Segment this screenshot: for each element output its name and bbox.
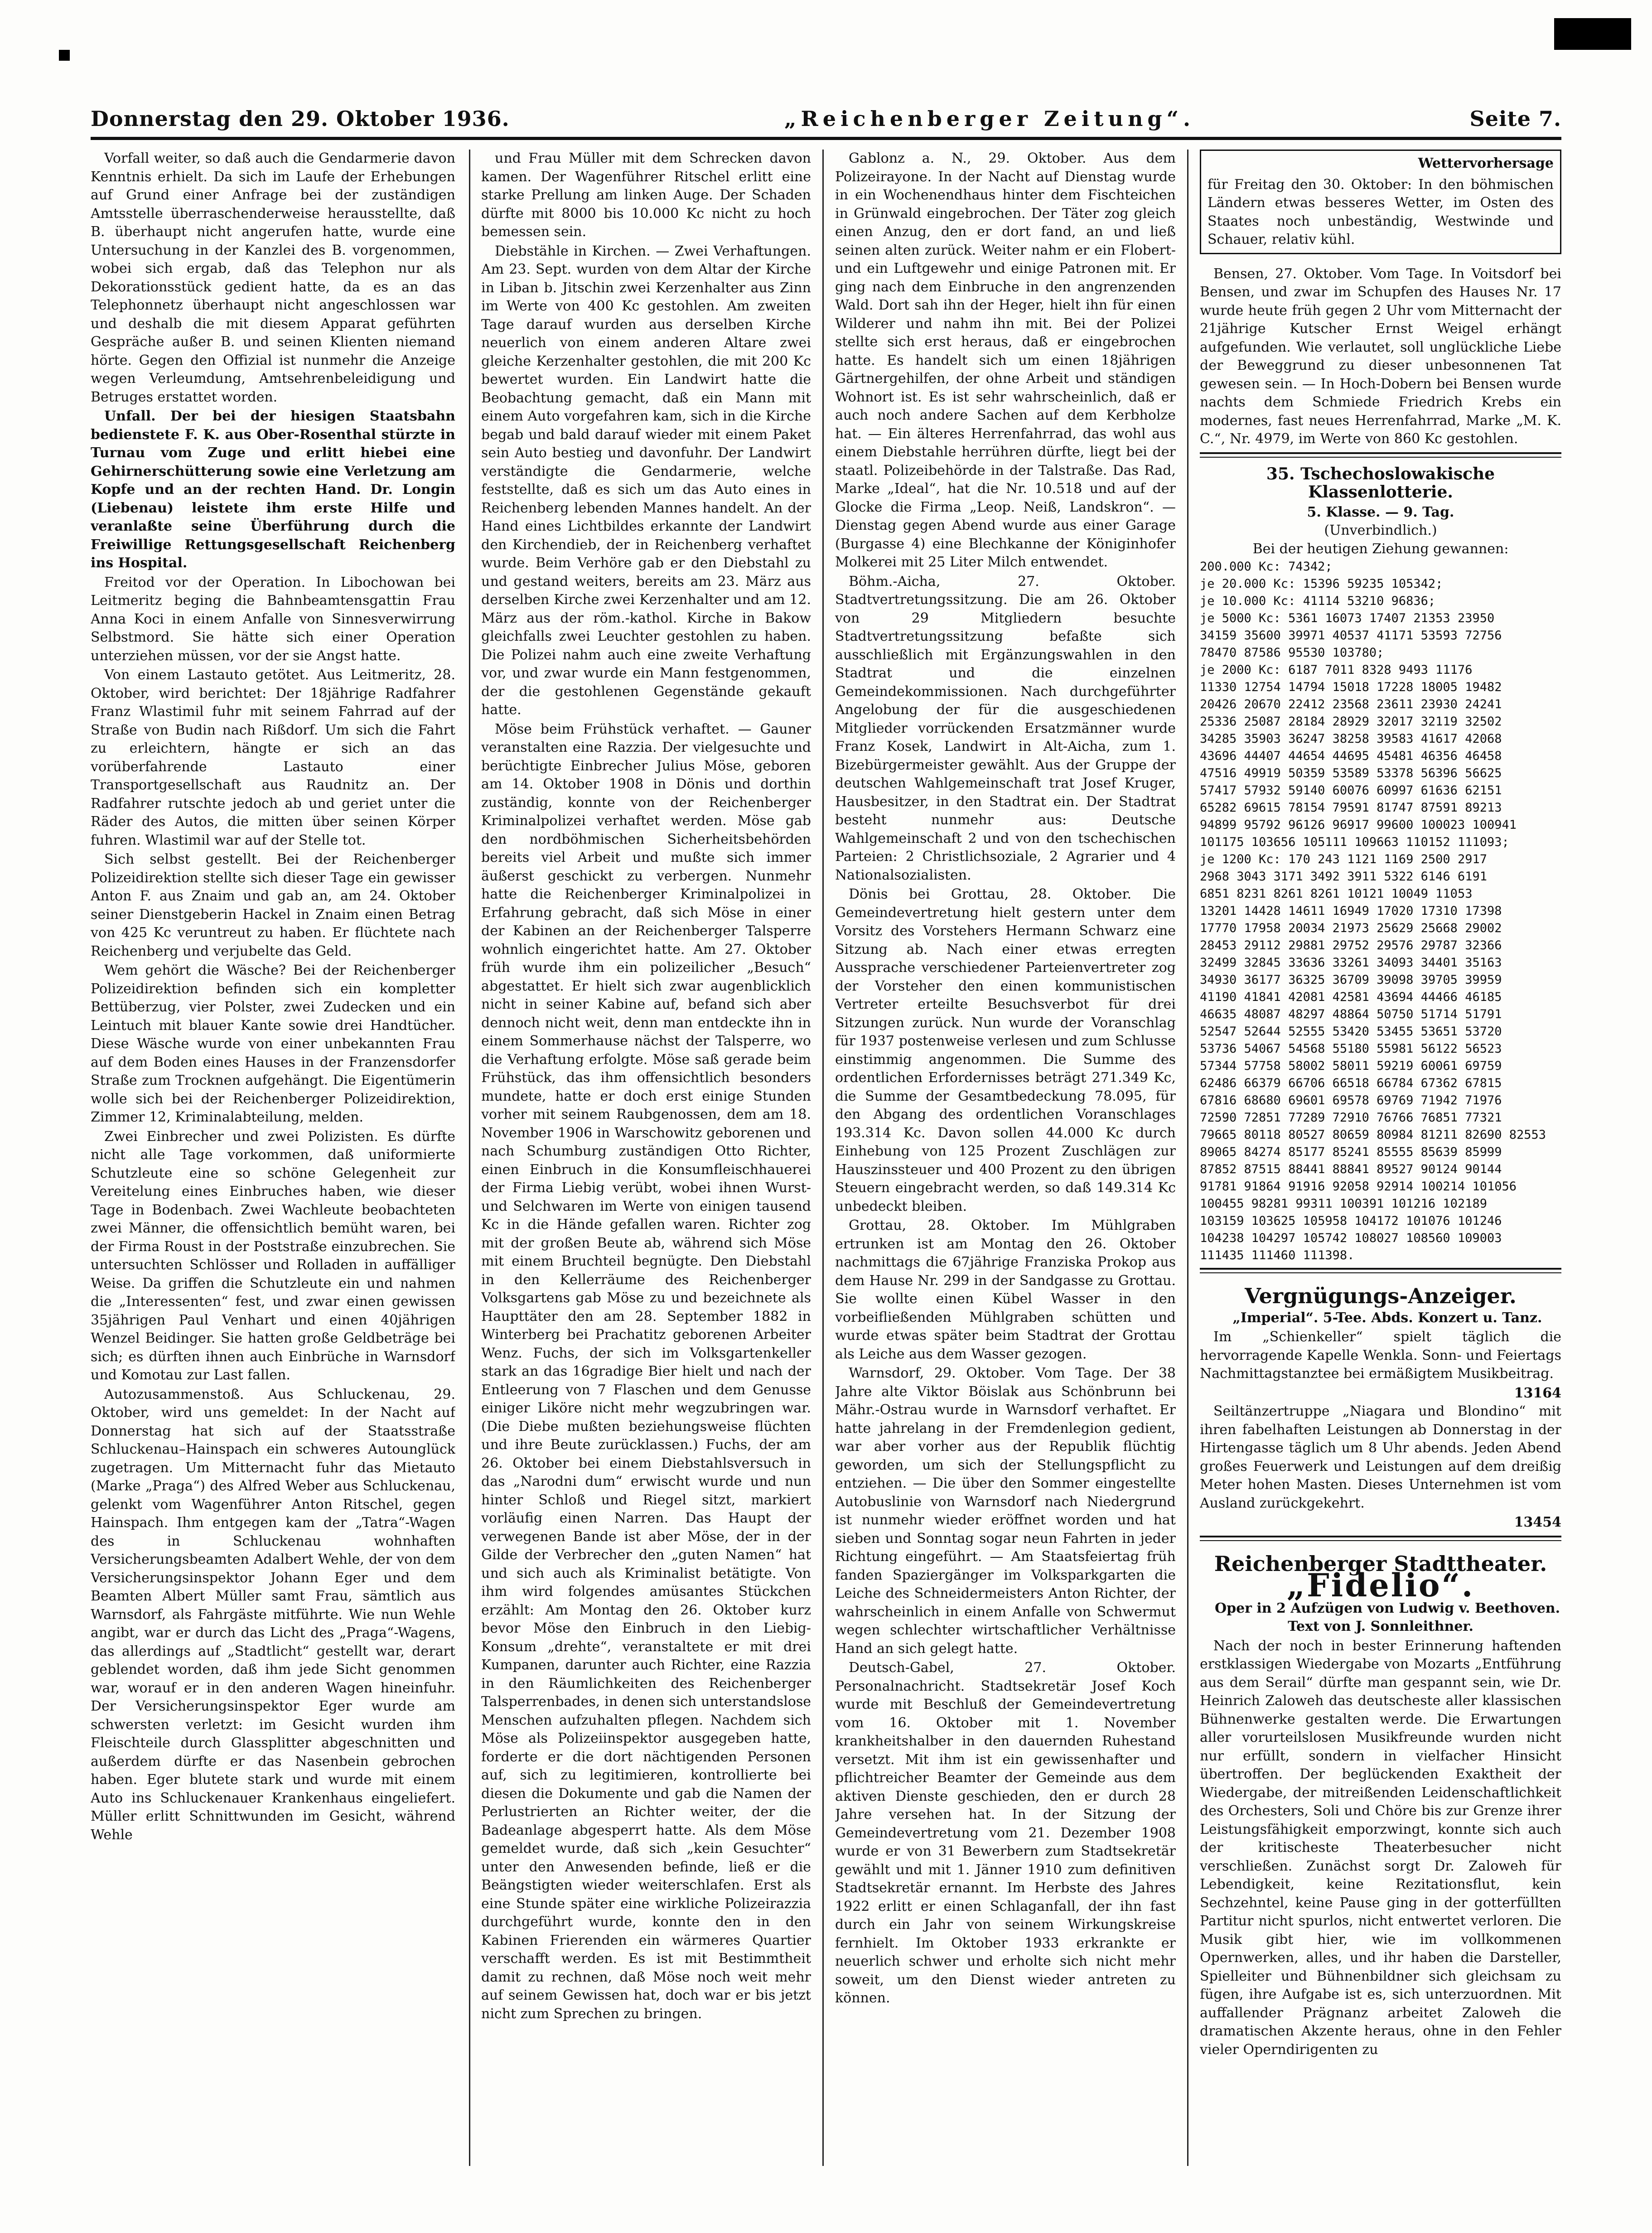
section-rule <box>1200 452 1561 458</box>
lottery-subtitle: 5. Klasse. — 9. Tag. <box>1307 504 1454 520</box>
article-paragraph: Dönis bei Grottau, 28. Oktober. Die Gemeindevertretung hielt gestern unter dem Vorsitz des Vorstehers Hermann Schwarz eine Sitzung ab. Nach einer etwas erregten Aussprache verschiedener Parteienvertreter zog der Vorsteher den einen kommunistischen Vertreter erteilte Besuchsverbot für drei Sitzungen zurück. Nun wurde der Voranschlag für 1937 postenweise verlesen und zum Schlusse einstimmig angenommen. Die Summe des ordentlichen Erfordernisses beträgt 271.349 Kc, die Summe der Gesamtbedeckung 78.095, für den Abgang des ordentlichen Voranschlages 193.314 Kc. Davon sollen 44.000 Kc durch Einhebung von 125 Prozent Zuschlägen zur Hauszinssteuer und 400 Prozent zu den übrigen Steuern eingebracht werden, so daß 149.314 Kc unbedeckt bleiben. <box>835 886 1176 1214</box>
lottery-line: 67816 68680 69601 69578 69769 71942 71976 <box>1200 1093 1502 1107</box>
lottery-line: 57344 57758 58002 58011 59219 60061 69759 <box>1200 1059 1502 1073</box>
article-paragraph: Wem gehört die Wäsche? Bei der Reichenberger Polizeidirektion befinden sich ein kompletter Bettüberzug, vier Polster, zwei Zudecken und ein Leintuch mit blauer Kante sowie drei Handtücher. Diese Wäsche wurde von einer unbekannten Frau auf dem Boden eines Hauses in der Franzensdorfer Straße zum Trocknen aufgehängt. Die Eigentümerin wolle sich bei der Reichenberger Polizeidirektion, Zimmer 12, Kriminalabteilung, melden. <box>91 962 455 1125</box>
lottery-line: 103159 103625 105958 104172 101076 101246 <box>1200 1214 1502 1228</box>
lottery-line: 100455 98281 99311 100391 101216 102189 <box>1200 1197 1487 1211</box>
lottery-line: 34159 35600 39971 40537 41171 53593 72756 <box>1200 628 1502 643</box>
weather-text: für Freitag den 30. Oktober: In den böhmischen Ländern etwas besseres Wetter, im Osten des Staates noch unbeständig, Westwinde und Schauer, relativ kühl. <box>1208 176 1554 247</box>
theater-play-title: „Fidelio“. <box>1286 1566 1475 1604</box>
article-paragraph: und Frau Müller mit dem Schrecken davon kamen. Der Wagenführer Ritschel erlitt eine starke Prellung am linken Auge. Der Schaden dürfte mit 8000 bis 10.000 Kc nicht zu hoch bemessen sein. <box>481 150 811 240</box>
lottery-line: je 2000 Kc: 6187 7011 8328 9493 11176 <box>1200 663 1473 677</box>
lottery-line: 11330 12754 14794 15018 17228 18005 19482 <box>1200 680 1502 694</box>
column-1 <box>91 150 455 2175</box>
lottery-line: 34285 35903 36247 38258 39583 41617 42068 <box>1200 732 1502 746</box>
section-rule <box>1200 1536 1561 1541</box>
lottery-line: 47516 49919 50359 53589 53378 56396 56625 <box>1200 766 1502 780</box>
lottery-line: 79665 80118 80527 80659 80984 81211 82690 82553 <box>1200 1128 1546 1142</box>
lottery-line: je 20.000 Kc: 15396 59235 105342; <box>1200 577 1443 591</box>
lottery-line: 87852 87515 88441 88841 89527 90124 90144 <box>1200 1162 1502 1176</box>
corner-mark-top-left <box>59 50 70 61</box>
lottery-title: 35. Tschechoslowakische Klassenlotterie. <box>1266 464 1495 502</box>
lottery-line: 94899 95792 96126 96917 99600 100023 100941 <box>1200 818 1517 832</box>
article-paragraph: Gablonz a. N., 29. Oktober. Aus dem Polizeirayone. In der Nacht auf Dienstag wurde in ein Wochenendhaus hinter dem Fischteichen in Grünwald eingebrochen. Der Täter zog gleich einen Anzug, den er dort fand, an und ließ seinen alten zurück. Weiter nahm er ein Flobert- und ein Luftgewehr und einige Patronen mit. Er ging nach dem Einbruche in den angrenzenden Wald. Dort sah ihn der Heger, hielt ihn für einen Wilderer und nahm ihn mit. Bei der Polizei stellte sich erst heraus, daß er eingebrochen hatte. Es handelt sich um einen 18jährigen Gärtnergehilfen, der ohne Arbeit und ständigen Wohnort ist. Es ist sehr wahrscheinlich, daß er auch noch andere Sachen auf dem Kerbholze hat. — Ein älteres Herrenfahrrad, das wohl aus einem Diebstahle herrühren dürfte, liegt bei der staatl. Polizeibehörde in der Talstraße. Das Rad, Marke „Ideal“, hat die Nr. 10.518 und auf der Glocke die Firma „Leop. Neiß, Landskron“. — Dienstag gegen Abend wurde aus einer Garage (Burgasse 4) eine Blechkanne der Königinhofer Molkerei mit 25 Liter Milch entwendet. <box>835 150 1176 570</box>
corner-mark-top-right <box>1554 18 1631 50</box>
lottery-line: 6851 8231 8261 8261 10121 10049 11053 <box>1200 887 1473 901</box>
article-paragraph: Böhm.-Aicha, 27. Oktober. Stadtvertretungssitzung. Die am 26. Oktober von 29 Mitgliedern besuchte Stadtvertretungssitzung befaßte sich ausschließlich mit Ergänzungswahlen in den Stadtrat und die einzelnen Gemeindekommissionen. Nach durchgeführter Angelobung der für die ausgeschiedenen Mitglieder vorrückenden Ersatzmänner wurde Franz Kosek, Landwirt in Alt-Aicha, zum 1. Bizebürgermeister gewählt. Aus der Gruppe der deutschen Wahlgemeinschaft trat Josef Kruger, Hausbesitzer, in den Stadtrat ein. Der Stadtrat besteht nunmehr aus: Deutsche Wahlgemeinschaft 2 und von den tschechischen Parteien: 2 Christlichsoziale, 2 Agrarier und 4 Nationalsozialisten. <box>835 573 1176 883</box>
section-rule <box>1200 1268 1561 1273</box>
lottery-line: 28453 29112 29881 29752 29576 29787 32366 <box>1200 938 1502 952</box>
header-date: Donnerstag den 29. Oktober 1936. <box>91 106 510 131</box>
lottery-line: 17770 17958 20034 21973 25629 25668 29002 <box>1200 921 1502 935</box>
lottery-line: 46635 48087 48297 48864 50750 51714 51791 <box>1200 1007 1502 1021</box>
amusement-ad: Im „Schienkeller“ spielt täglich die hervorragende Kapelle Wenkla. Sonn- und Feiertags Nachmittagstanztee bei ermäßigtem Musikbeitrag. <box>1200 1329 1561 1382</box>
article-paragraph: Diebstähle in Kirchen. — Zwei Verhaftungen. Am 23. Sept. wurden von dem Altar der Kirche in Liban b. Jitschin zwei Kerzenhalter aus Zinn im Werte von 400 Kc gestohlen. Am zweiten Tage darauf wurden aus derselben Kirche neuerlich von einem anderen Altare zwei gleiche Kerzenhalter gestohlen, die mit 200 Kc bewertet wurden. Ein Landwirt hatte die Beobachtung gemacht, daß ein Mann mit einem Auto vorgefahren kam, sich in die Kirche begab und bald darauf wieder mit einem Paket sein Auto bestieg und davonfuhr. Der Landwirt verständigte die Gendarmerie, welche feststellte, daß es sich um das Auto eines in Reichenberg lebenden Mannes handelt. An der Hand eines Lichtbildes erkannte der Landwirt den Kirchendieb, der in Reichenberg verhaftet wurde. Beim Verhöre gab er den Diebstahl zu und gestand weiters, bereits am 23. März aus derselben Kirche zwei Kerzenhalter und am 12. März aus der röm.-kathol. Kirche in Bakow gleichfalls zwei Leuchter gestohlen zu haben. Die Polizei nahm auch eine zweite Verhaftung vor, und zwar wurde ein Mann festgenommen, der die gestohlenen Gegenstände gekauft hatte. <box>481 243 811 718</box>
article-paragraph: Unfall. Der bei der hiesigen Staatsbahn bedienstete F. K. aus Ober-Rosenthal stürzte in Turnau vom Zuge und erlitt hiebei eine Gehirnerschütterung sowie eine Verletzung am Kopfe und an der rechten Hand. Dr. Longin (Liebenau) leistete ihm erste Hilfe und veranlaßte seine Überführung durch die Freiwillige Rettungsgesellschaft Reichenberg ins Hospital. <box>91 408 455 571</box>
column-3 <box>835 150 1176 2175</box>
article-paragraph: Von einem Lastauto getötet. Aus Leitmeritz, 28. Oktober, wird berichtet: Der 18jährige Radfahrer Franz Wlastimil fuhr mit seinem Fahrrad auf der Straße von Budin nach Rißdorf. Um sich die Fahrt zu erleichtern, hängte er sich an das vorüberfahrende Lastauto einer Transportgesellschaft aus Raudnitz an. Der Radfahrer rutschte jedoch ab und geriet unter die Räder des Autos, die mitten über seinen Körper fuhren. Wlastimil war auf der Stelle tot. <box>91 667 455 848</box>
lottery-line: 41190 41841 42081 42581 43694 44466 46185 <box>1200 990 1502 1004</box>
lottery-line: 34930 36177 36325 36709 39098 39705 39959 <box>1200 973 1502 987</box>
article-paragraph: Zwei Einbrecher und zwei Polizisten. Es dürfte nicht alle Tage vorkommen, daß uniformierte Schutzleute eine so schöne Gelegenheit zur Vereitelung eines Einbruches haben, wie dieser Tage in Bodenbach. Zwei Wachleute beobachteten zwei Männer, die offensichtlich bemüht waren, bei der Firma Roust in der Poststraße einzubrechen. Sie untersuchten Schlösser und Rolladen in auffälliger Weise. Da griffen die Schutzleute ein und nahmen die „Interessenten“ fest, und zwar einen gewissen 35jährigen Paul Venhart und einen 40jährigen Wenzel Beidinger. Sie hatten große Geldbeträge bei sich; es dürften ihnen auch Einbrüche in Warnsdorf und Komotau zur Last fallen. <box>91 1128 455 1383</box>
page-header <box>91 105 1561 132</box>
amusement-ad: „Imperial“. 5-Tee. Abds. Konzert u. Tanz. <box>1232 1310 1542 1326</box>
lottery-line: 57417 57932 59140 60076 60997 61636 62151 <box>1200 783 1502 798</box>
weather-box <box>1200 150 1561 254</box>
lottery-line: 89065 84274 85177 85241 85555 85639 85999 <box>1200 1145 1502 1159</box>
lottery-line: 78470 87586 95530 103780; <box>1200 646 1384 660</box>
header-page-number: Seite 7. <box>1469 106 1561 131</box>
column-4 <box>1200 150 1561 2175</box>
article-paragraph: Sich selbst gestellt. Bei der Reichenberger Polizeidirektion stellte sich dieser Tage ein gewisser Anton F. aus Znaim und gab an, am 24. Oktober seiner Dienstgeberin Hackel in Znaim einen Betrag von 425 Kc veruntreut zu haben. Er flüchtete nach Reichenberg und verjubelte das Geld. <box>91 851 455 959</box>
theater-subtitle: Oper in 2 Aufzügen von Ludwig v. Beethoven. Text von J. Sonnleithner. <box>1214 1600 1560 1634</box>
lottery-line: 62486 66379 66706 66518 66784 67362 67815 <box>1200 1076 1502 1090</box>
lottery-line: 32499 32845 33636 33261 34093 34401 35163 <box>1200 956 1502 970</box>
lottery-line: 43696 44407 44654 44695 45481 46356 46458 <box>1200 749 1502 763</box>
lottery-line: 53736 54067 54568 55180 55981 56122 56523 <box>1200 1042 1502 1056</box>
lottery-note: (Unverbindlich.) <box>1324 522 1437 538</box>
article-paragraph: Bensen, 27. Oktober. Vom Tage. In Voitsdorf bei Bensen, und zwar im Schupfen des Hauses Nr. 17 wurde heute früh gegen 2 Uhr vom Mitternacht der 21jährige Kutscher Ernst Weigel erhängt aufgefunden. Wie verlautet, soll unglückliche Liebe der Beweggrund zu dieser unbesonnenen Tat gewesen sein. — In Hoch-Dobern bei Bensen wurde nachts dem Schmiede Friedrich Krebs ein modernes, fast neues Herrenfahrrad, Marke „M. K. C.“, Nr. 4979, im Werte von 860 Kc gestohlen. <box>1200 266 1561 447</box>
column-rule-3 <box>1187 150 1188 2166</box>
theater-title: Reichenberger Stadttheater. <box>1214 1551 1547 1576</box>
lottery-line: 200.000 Kc: 74342; <box>1200 560 1333 574</box>
ad-number: 13164 <box>1514 1385 1561 1401</box>
article-paragraph: Vorfall weiter, so daß auch die Gendarmerie davon Kenntnis erhielt. Da sich im Laufe der Erhebungen auf Grund einer Anfrage bei der zuständigen Amtsstelle überraschenderweise herausstellte, daß B. überhaupt nicht angerufen hatte, wurde eine Untersuchung in der Kanzlei des B. vorgenommen, wobei sich ergab, daß das Telephon nur als Dekorationsstück gedient hatte, da es an das Telephonnetz überhaupt nicht angeschlossen war und deshalb die mit diesem Apparat geführten Gespräche außer B. und seinen Klienten niemand hörte. Gegen den Offizial ist nunmehr die Anzeige wegen Verleumdung, Amtsehrenbeleidigung und Betruges erstattet worden. <box>91 150 455 405</box>
article-paragraph: Nach der noch in bester Erinnerung haftenden erstklassigen Wiedergabe von Mozarts „Entführung aus dem Serail“ dürfte man gespannt sein, wie Dr. Heinrich Zaloweh das deutscheste aller klassischen Bühnenwerke gestalten werde. Die Erwartungen aller vorurteilslosen Musikfreunde wurden nicht nur erfüllt, sondern in vielfacher Hinsicht übertroffen. Der beglückenden Exaktheit der Wiedergabe, der mitreißenden Leidenschaftlichkeit des Orchesters, Soli und Chöre bis zur Grenze ihrer Leistungsfähigkeit emporzwingt, konnte sich auch der kritischeste Theaterbesucher nicht verschließen. Zunächst sorgt Dr. Zaloweh für Lebendigkeit, keine Rezitationsflut, kein Sechzehntel, keine Pause ging in der gotterfüllten Partitur nicht spurlos, nicht entwertet verloren. Die Musik gibt hier, wie im vollkommenen Opernwerken, alles, und ihr haben die Darsteller, Spielleiter und Bühnenbildner sich gleichsam zu fügen, ihre Aufgabe ist es, sich unterzuordnen. Mit auffallender Prägnanz arbeitet Zaloweh die dramatischen Akzente heraus, ohne in den Fehler vieler Operndirigenten zu <box>1200 1638 1561 2058</box>
lottery-line: je 10.000 Kc: 41114 53210 96836; <box>1200 594 1436 608</box>
column-2 <box>481 150 811 2175</box>
column-rule-1 <box>469 150 470 2166</box>
lottery-line: 72590 72851 77289 72910 76766 76851 77321 <box>1200 1111 1502 1125</box>
lottery-line: 13201 14428 14611 16949 17020 17310 17398 <box>1200 904 1502 918</box>
lottery-line: je 5000 Kc: 5361 16073 17407 21353 23950 <box>1200 611 1495 625</box>
article-paragraph: Autozusammenstoß. Aus Schluckenau, 29. Oktober, wird uns gemeldet: In der Nacht auf Donnerstag hat sich auf der Staatsstraße Schluckenau–Hainspach ein schweres Autounglück zugetragen. Um Mitternacht fuhr das Mietauto (Marke „Praga“) des Alfred Weber aus Schluckenau, gelenkt vom Wagenführer Anton Ritschel, gegen Hainspach. Ihm entgegen kam der „Tatra“-Wagen des in Schluckenau wohnhaften Versicherungsbeamten Adalbert Wehle, der von dem Versicherungsinspektor Johann Eger und dem Beamten Albert Müller samt Frau, sämtlich aus Warnsdorf, als Fahrgäste mitführte. Wie nun Wehle angibt, war er durch das Licht des „Praga“-Wagens, das allerdings auf „Stadtlicht“ gestellt war, derart geblendet worden, daß ihm jede Sicht genommen war, worauf er in den anderen Wagen hineinfuhr. Der Versicherungsinspektor Eger wurde am schwersten verletzt: im Gesicht wurden ihm Fleischteile durch Glassplitter abgeschnitten und außerdem dürfte er das Nasenbein gebrochen haben. Eger blutete stark und wurde mit einem Auto ins Schluckenauer Krankenhaus eingeliefert. Müller erlitt Schnittwunden im Gesicht, während Wehle <box>91 1386 455 1843</box>
amusement-ad: Seiltänzertruppe „Niagara und Blondino“ mit ihren fabelhaften Leistungen ab Donnerstag in der Hirtengasse täglich um 8 Uhr abends. Jeden Abend großes Feuerwerk und Leistungen auf dem dreißig Meter hohen Masten. Dieses Unternehmen ist vom Ausland zurückgekehrt. <box>1200 1403 1561 1511</box>
article-paragraph: Grottau, 28. Oktober. Im Mühlgraben ertrunken ist am Montag den 26. Oktober nachmittags die 67jährige Franziska Prokop aus dem Hause Nr. 299 in der Sandgasse zu Grottau. Sie wollte einen Kübel Wasser in den vorbeifließenden Mühlgraben schütten und wurde etwas später beim Stadtrat der Grottau als Leiche aus dem Wasser gezogen. <box>835 1218 1176 1362</box>
article-paragraph: Deutsch-Gabel, 27. Oktober. Personalnachricht. Stadtsekretär Josef Koch wurde mit Beschluß der Gemeindevertretung vom 16. Oktober mit 1. November krankheitshalber in den dauernden Ruhestand versetzt. Mit ihm ist ein gewissenhafter und pflichtreicher Beamter der Gemeinde aus dem aktiven Dienste geschieden, den er durch 28 Jahre versehen hat. In der Sitzung der Gemeindevertretung vom 21. Dezember 1908 wurde er von 31 Bewerbern zum Stadtsekretär gewählt und mit 1. Jänner 1910 zum definitiven Stadtsekretär ernannt. Im Herbste des Jahres 1922 erlitt er einen Schlaganfall, der ihn fast durch ein Jahr von seinem Wirkungskreise fernhielt. Im Oktober 1933 erkrankte er neuerlich schwer und erholte sich nicht mehr soweit, um den Dienst wieder antreten zu können. <box>835 1660 1176 2006</box>
weather-title: Wettervorhersage <box>1418 155 1554 171</box>
lottery-line: 101175 103656 105111 109663 110152 111093; <box>1200 835 1509 849</box>
ad-number: 13454 <box>1514 1514 1561 1530</box>
article-paragraph: Warnsdorf, 29. Oktober. Vom Tage. Der 38 Jahre alte Viktor Böislak aus Schönbrunn bei Mähr.-Ostrau wurde in Warnsdorf verhaftet. Er hatte jahrelang in der Fremdenlegion gedient, war aber vorher aus der Republik flüchtig geworden, um sich der Stellungspflicht zu entziehen. — Die über den Sommer eingestellte Autobuslinie von Warnsdorf nach Niedergrund ist nunmehr wieder eröffnet worden und hat sieben und Sonntag sogar neun Fahrten in jeder Richtung eingeführt. — Am Staatsfeiertag früh fanden Spaziergänger im Volksparkgarten die Leiche des Schneidermeisters Anton Richter, der wahrscheinlich in einem Anfalle von Schwermut wegen schlechter wirtschaftlicher Verhältnisse Hand an sich gelegt hatte. <box>835 1365 1176 1657</box>
lottery-line: 91781 91864 91916 92058 92914 100214 101056 <box>1200 1179 1517 1194</box>
article-paragraph: Freitod vor der Operation. In Libochowan bei Leitmeritz beging die Bahnbeamtensgattin Frau Anna Koci in einem Anfalle von Sinnesverwirrung Selbstmord. Sie hätte sich einer Operation unterziehen müssen, vor der sie Angst hatte. <box>91 574 455 664</box>
lottery-line: 20426 20670 22412 23568 23611 23930 24241 <box>1200 697 1502 711</box>
lottery-results <box>1200 558 1561 1264</box>
lottery-line: 104238 104297 105742 108027 108560 109003 <box>1200 1231 1502 1245</box>
column-rule-2 <box>822 150 824 2166</box>
lottery-line: 65282 69615 78154 79591 81747 87591 89213 <box>1200 801 1502 815</box>
lottery-line: 2968 3043 3171 3492 3911 5322 6146 6191 <box>1200 870 1487 884</box>
lottery-line: 25336 25087 28184 28929 32017 32119 32502 <box>1200 715 1502 729</box>
lottery-line: je 1200 Kc: 170 243 1121 1169 2500 2917 <box>1200 852 1487 866</box>
lottery-line: 111435 111460 111398. <box>1200 1248 1355 1262</box>
header-title: „Reichenberger Zeitung“. <box>784 106 1195 131</box>
article-paragraph: Möse beim Frühstück verhaftet. — Gauner veranstalten eine Razzia. Der vielgesuchte und berüchtigte Einbrecher Julius Möse, geboren am 14. Oktober 1908 in Dönis und dorthin zuständig, konnte von der Reichenberger Kriminalpolizei verhaftet werden. Möse gab den nordböhmischen Sicherheitsbehörden bereits viel Arbeit und mußte sich immer äußerst geschickt zu verbergen. Nunmehr hatte die Reichenberger Kriminalpolizei in Erfahrung gebracht, daß sich Möse in einer der Kabinen an der Reichenberger Talsperre wohnlich eingerichtet hatte. Am 27. Oktober früh wurde ihm ein polizeilicher „Besuch“ abgestattet. Er hielt sich zwar augenblicklich nicht in seiner Kabine auf, befand sich aber dennoch nicht weit, denn man entdeckte ihn in einem Sommerhause nächst der Talsperre, wo die Verhaftung erfolgte. Möse saß gerade beim Frühstück, das ihm offensichtlich besonders mundete, hatte er doch erst einige Stunden vorher mit seinem Raubgenossen, dem am 18. November 1906 in Warschowitz geborenen und nach Schumburg zuständigen Otto Richter, einen Einbruch in die Konsumfleischhauerei der Firma Liebig verübt, wobei ihnen Wurst- und Selchwaren im Werte von einigen tausend Kc in die Hände gefallen waren. Richter zog mit der großen Beute ab, während sich Möse mit einem Bruchteil begnügte. Den Diebstahl in den Kellerräume des Reichenberger Volksgartens gab Möse zu und bezeichnete als Haupttäter den am 28. September 1882 in Winterberg bei Prachatitz geborenen Arbeiter Wenz. Fuchs, der sich im Volksgartenkeller stark an das 16gradige Bier hielt und nach der Entleerung von 7 Flaschen und dem Genusse einiger Liköre nicht mehr wegzubringen war. (Die Diebe mußten beziehungsweise flüchten und ihre Beute zurücklassen.) Fuchs, der am 26. Oktober bei einem Diebstahlsversuch in das „Narodni dum“ erwischt wurde und nun hinter Schloß und Riegel sitzt, markiert vorläufig einen Narren. Das Haupt der verwegenen Bande ist aber Möse, der in der Gilde der Verbrecher den „guten Namen“ hat und sich auch als Kriminalist betätigte. Von ihm wird folgendes amüsantes Stückchen erzählt: Am Montag den 26. Oktober kurz bevor Möse den Einbruch in den Liebig-Konsum „drehte“, veranstaltete er mit drei Kumpanen, darunter auch Richter, eine Razzia in den Räumlichkeiten des Reichenberger Talsperrenbades, in denen sich unterstandslose Menschen aufzuhalten pflegen. Nachdem sich Möse als Polizeiinspektor ausgegeben hatte, forderte er die dort nächtigenden Personen auf, sich zu legitimieren, kontrollierte bei diesen die Dokumente und gab die Namen der Perlustrierten an Richter weiter, der die Badeanlage abgesperrt hatte. Als dem Möse gemeldet wurde, daß sich „kein Gesuchter“ unter den Anwesenden befinde, ließ er die Beängstigten wieder weiterschlafen. Erst als eine Stunde später eine wirkliche Polizeirazzia durchgeführt wurde, konnte den in den Kabinen Frierenden ein wärmeres Quartier verschafft werden. Es ist mit Bestimmtheit damit zu rechnen, daß Möse noch weit mehr auf seinem Gewissen hat, doch war er bis jetzt nicht zum Sprechen zu bringen. <box>481 721 811 2022</box>
amusement-title: Vergnügungs-Anzeiger. <box>1245 1284 1517 1308</box>
lottery-intro: Bei der heutigen Ziehung gewannen: <box>1252 541 1509 557</box>
header-rule <box>91 137 1561 140</box>
lottery-line: 52547 52644 52555 53420 53455 53651 53720 <box>1200 1025 1502 1039</box>
